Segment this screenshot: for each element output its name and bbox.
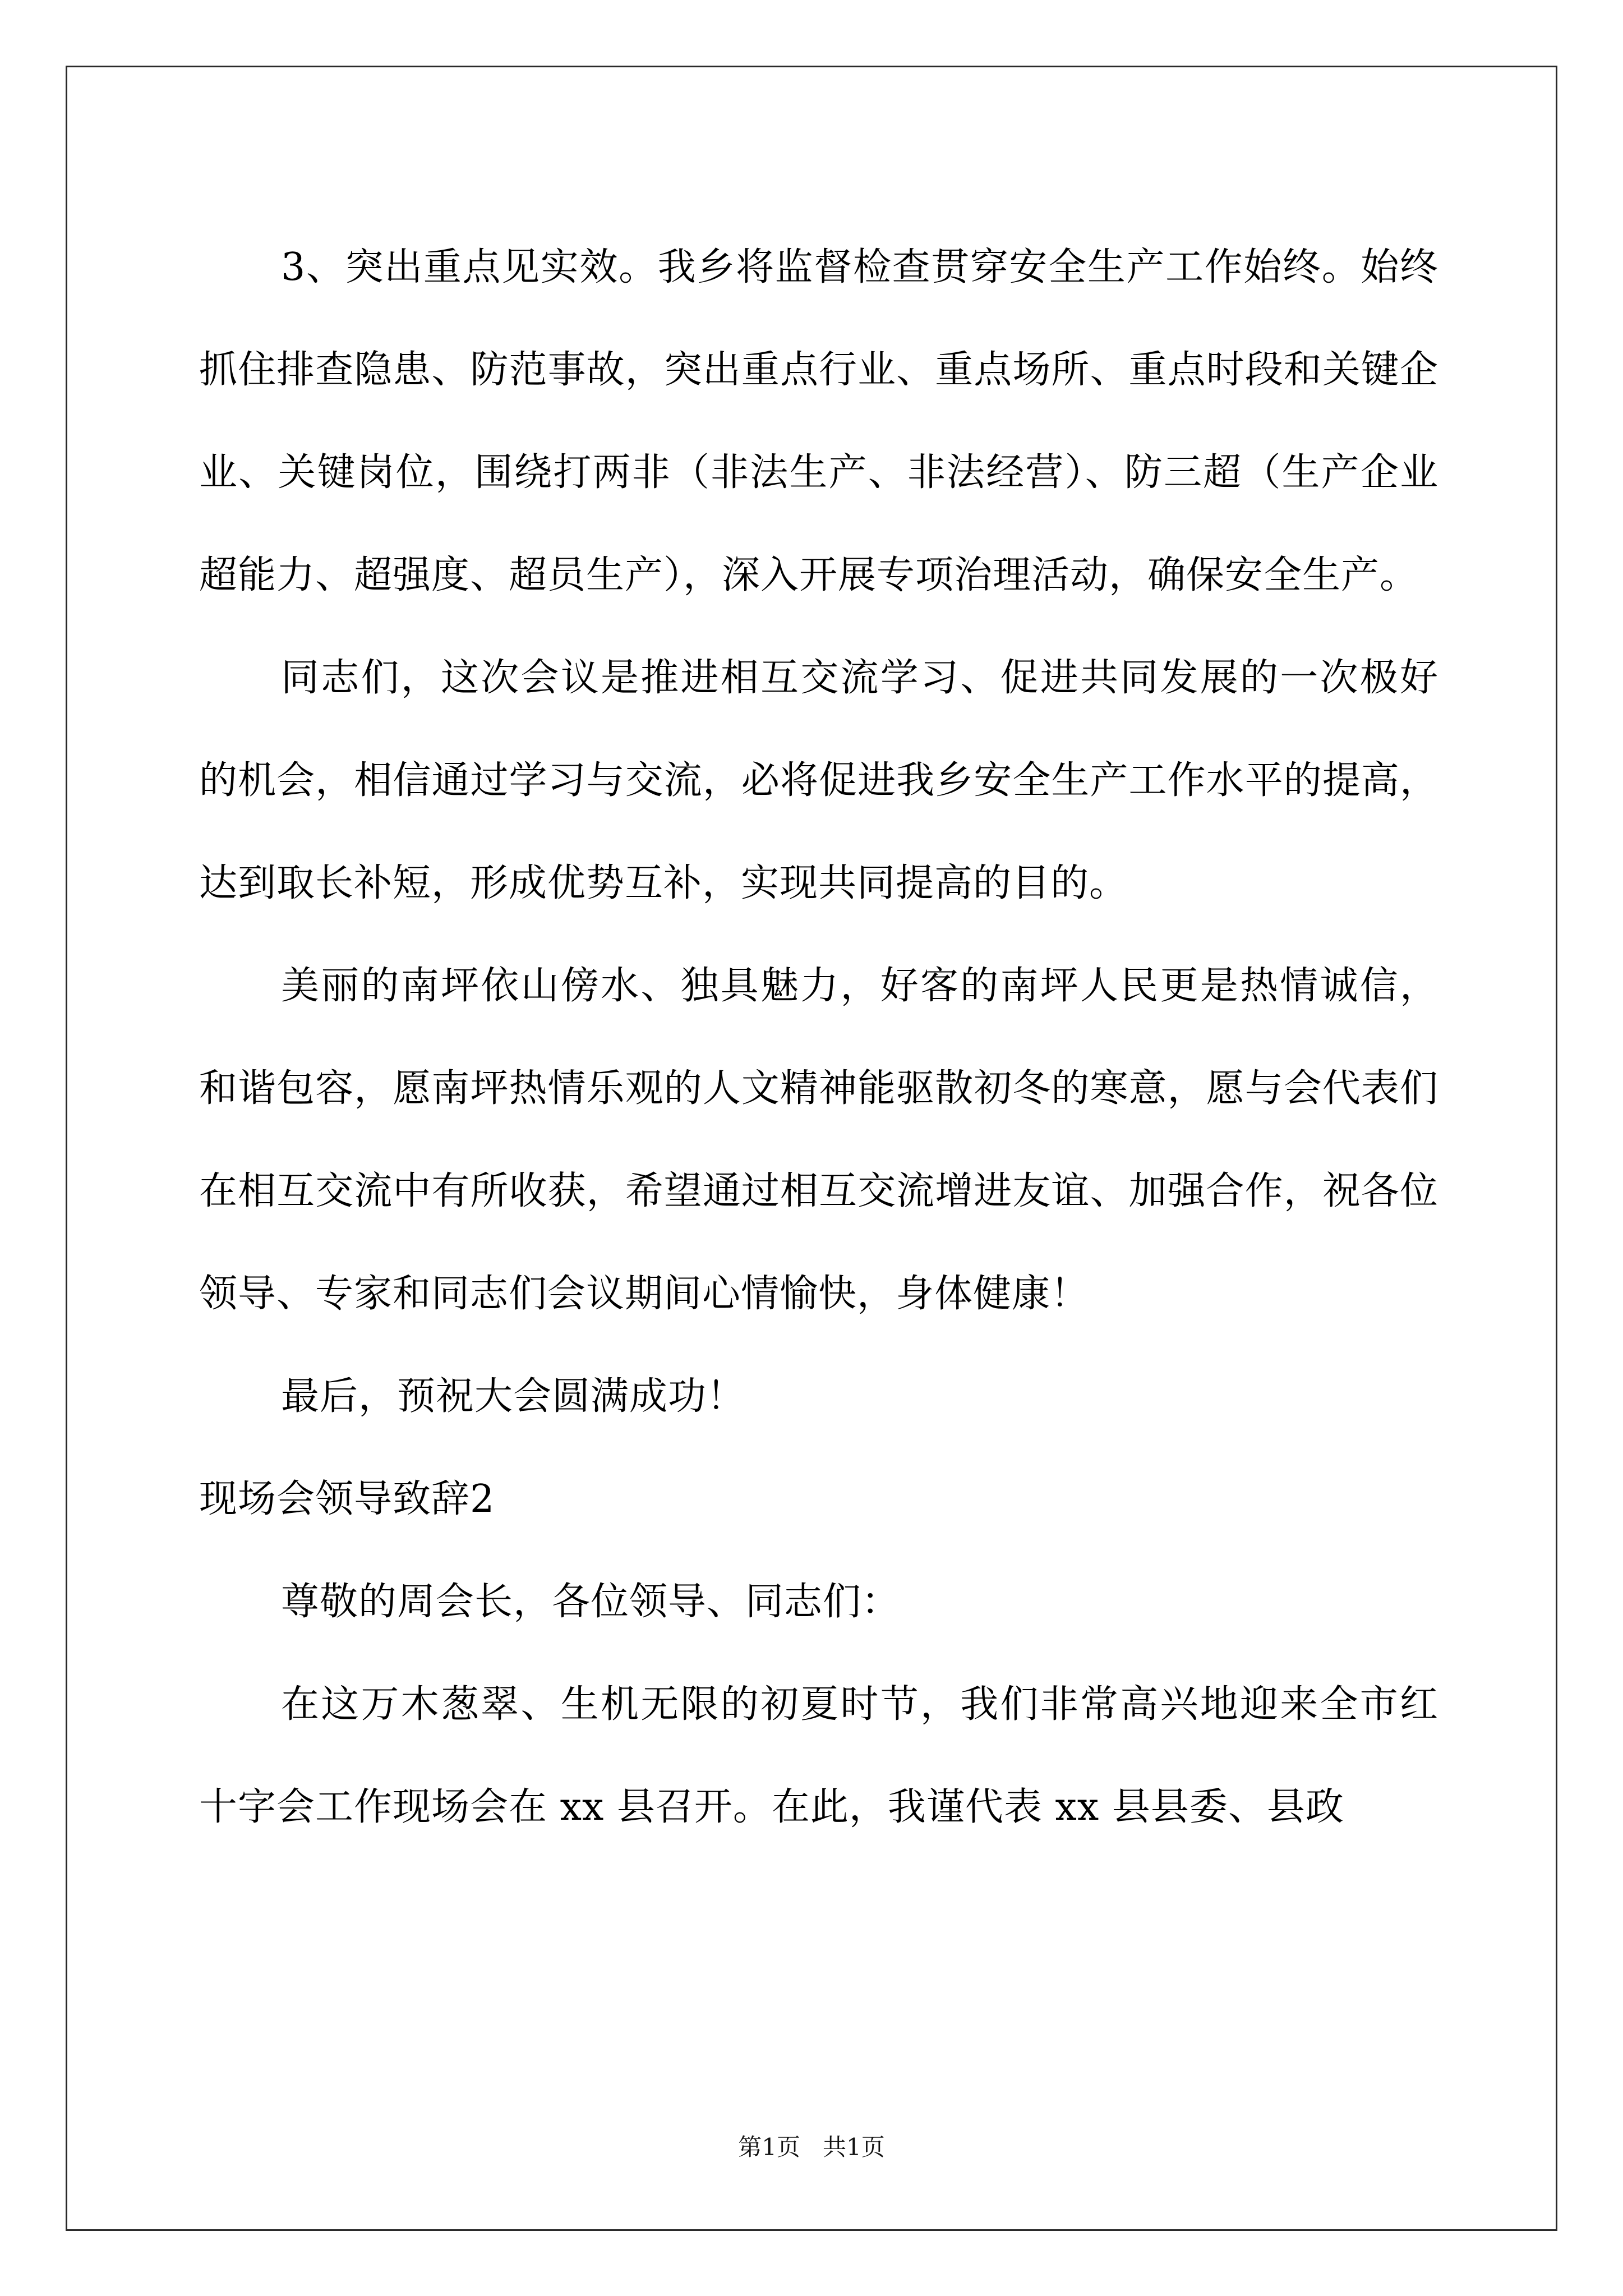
paragraph-opening: 在这万木葱翠、生机无限的初夏时节，我们非常高兴地迎来全市红十字会工作现场会在 xx 县召开。在此，我谨代表 xx 县县委、县政 — [199, 1682, 1438, 1829]
document-body — [199, 216, 1438, 1858]
page-number: 第1页 — [738, 2133, 800, 2161]
section-title: 现场会领导致辞2 — [199, 1477, 495, 1521]
paragraph-key-focus: 3、突出重点见实效。我乡将监督检查贯穿安全生产工作始终。始终抓住排查隐患、防范事故，突出重点行业、重点场所、重点时段和关键企业、关键岗位，围绕打两非（非法生产、非法经营）、防三超（生产企业超能力、超强度、超员生产），深入开展专项治理活动，确保安全生产。 — [199, 245, 1438, 597]
page-total: 共1页 — [823, 2133, 885, 2161]
paragraph-nanping-welcome: 美丽的南坪依山傍水、独具魅力，好客的南坪人民更是热情诚信，和谐包容，愿南坪热情乐观的人文精神能驱散初冬的寒意，愿与会代表们在相互交流中有所收获，希望通过相互交流增进友谊、加强合作，祝各位领导、专家和同志们会议期间心情愉快，身体健康！ — [199, 964, 1438, 1316]
paragraph-closing-wish: 最后，预祝大会圆满成功！ — [281, 1374, 746, 1419]
paragraph-salutation: 尊敬的周会长，各位领导、同志们： — [281, 1580, 901, 1624]
page-footer — [0, 2131, 1623, 2164]
paragraph-exchange-opportunity: 同志们，这次会议是推进相互交流学习、促进共同发展的一次极好的机会，相信通过学习与交流，必将促进我乡安全生产工作水平的提高，达到取长补短，形成优势互补，实现共同提高的目的。 — [199, 656, 1438, 905]
